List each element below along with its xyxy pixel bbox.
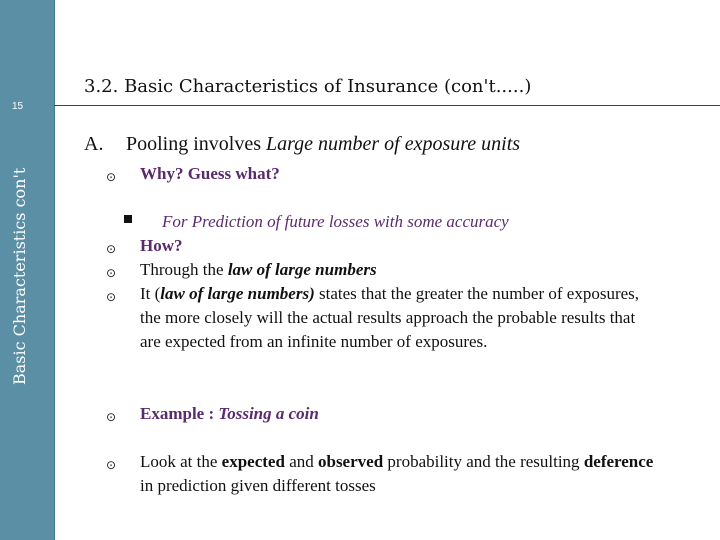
look-expected: expected: [221, 452, 285, 471]
bullet-why-sub: For Prediction of future losses with some accuracy: [162, 212, 509, 231]
slide-number: 15: [12, 101, 24, 112]
look-observed: observed: [317, 452, 384, 471]
through-text: Through the: [140, 260, 228, 279]
heading-text: Pooling involves: [126, 133, 267, 155]
bullet-how: How?: [140, 236, 183, 255]
section-heading: [84, 133, 520, 156]
example-italic: Tossing a coin: [218, 404, 319, 423]
it-rest: states that the greater the number of exposures, the more closely will the actual results approach the probable results that are expected from an infinite number of exposures.: [140, 284, 640, 351]
square-bullet-icon: [124, 215, 132, 223]
it-open: It (: [140, 284, 161, 303]
side-title: Basic Characteristics con't: [10, 167, 29, 385]
example-text: Example :: [140, 404, 219, 423]
bullet-why: Why? Guess what?: [140, 164, 280, 183]
bullet-example: [140, 402, 319, 426]
it-italic: law of large numbers): [160, 284, 315, 303]
bullet-icon: ⊙: [105, 170, 117, 184]
heading-italic: Large number of exposure units: [266, 133, 521, 155]
look-e: in prediction given different tosses: [140, 476, 376, 495]
through-italic: law of large numbers: [227, 260, 377, 279]
bullet-through: [140, 258, 377, 282]
look-a: Look at the: [140, 452, 222, 471]
bullet-look: [140, 450, 660, 498]
bullet-icon: ⊙: [105, 458, 117, 472]
look-and: and: [284, 452, 318, 471]
sidebar: [0, 0, 55, 540]
bullet-icon: ⊙: [105, 290, 117, 304]
bullet-icon: ⊙: [105, 266, 117, 280]
look-d: probability and the resulting: [383, 452, 584, 471]
bullet-icon: ⊙: [105, 410, 117, 424]
look-deference: deference: [583, 452, 654, 471]
heading-letter: A.: [84, 133, 104, 155]
bullet-it: [140, 282, 660, 354]
bullet-icon: ⊙: [105, 242, 117, 256]
slide-title: 3.2. Basic Characteristics of Insurance (con't.....): [84, 76, 532, 97]
title-divider: [54, 105, 720, 106]
